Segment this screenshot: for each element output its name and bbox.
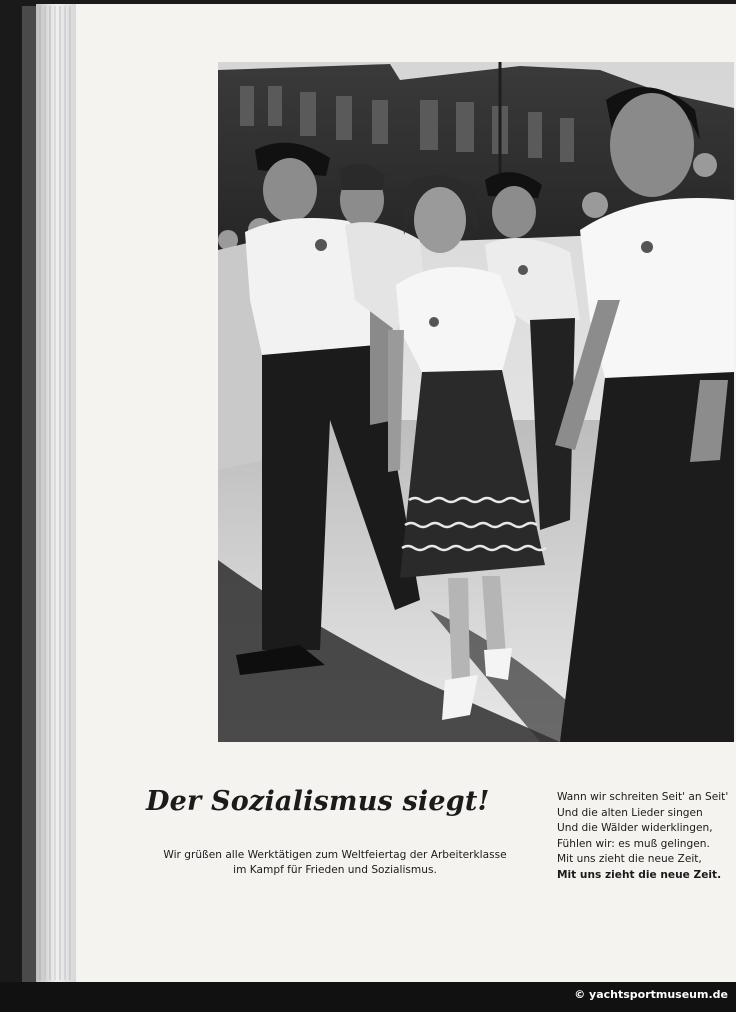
greeting-line: im Kampf für Frieden und Sozialismus.	[233, 864, 437, 876]
poem-line: Mit uns zieht die neue Zeit,	[557, 853, 702, 866]
photograph	[218, 62, 734, 742]
page-headline: Der Sozialismus siegt!	[146, 786, 490, 817]
poem-line: Wann wir schreiten Seit' an Seit'	[557, 791, 729, 803]
copyright-notice: © yachtsportmuseum.de	[574, 988, 728, 1001]
book-spine	[22, 4, 76, 982]
greeting-text	[130, 848, 540, 878]
poem-line-bold: Mit uns zieht die neue Zeit.	[557, 868, 722, 881]
poem-line: Fühlen wir: es muß gelingen.	[557, 837, 710, 850]
greeting-line: Wir grüßen alle Werktätigen zum Weltfeiertag der Arbeiterklasse	[163, 849, 507, 861]
poem-line: Und die alten Lieder singen	[557, 806, 703, 819]
poem-line: Und die Wälder widerklingen,	[557, 822, 713, 835]
poem-stanza	[557, 790, 735, 884]
